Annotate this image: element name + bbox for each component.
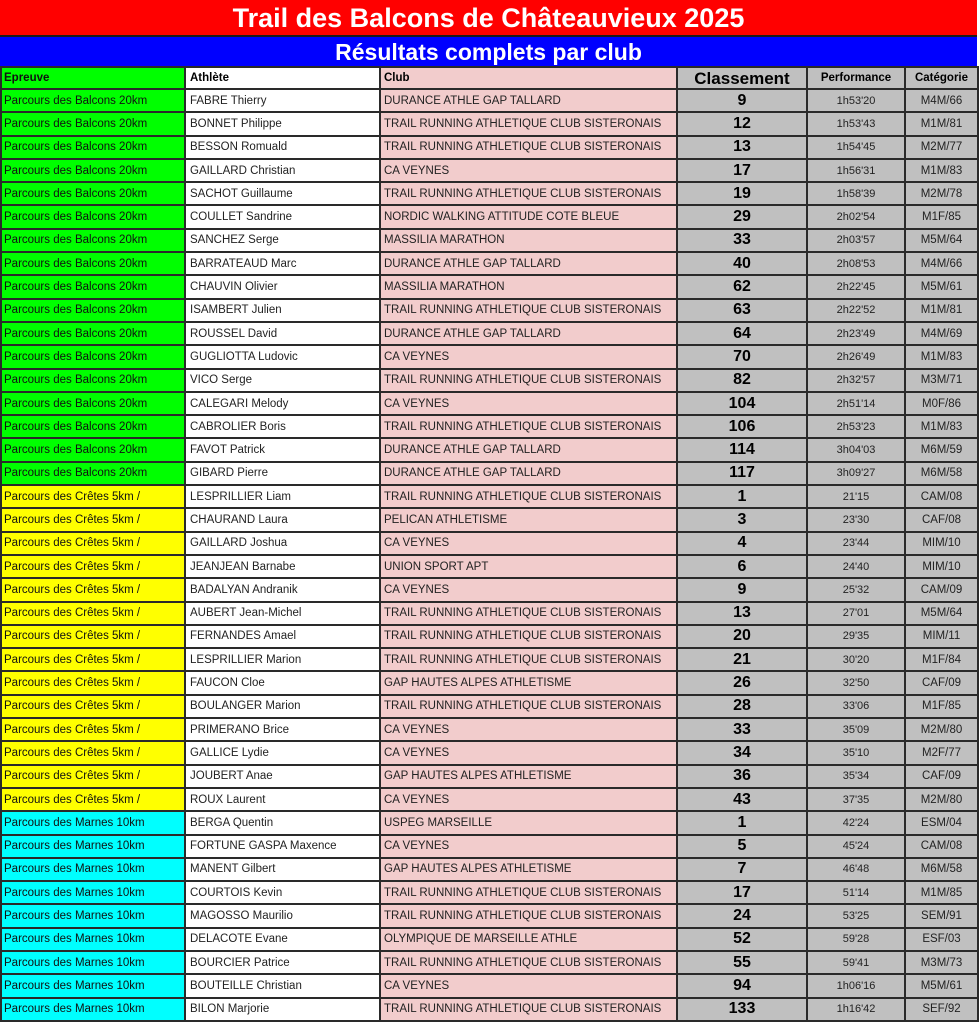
- column-header-epreuve[interactable]: Epreuve: [1, 67, 185, 89]
- cell-club[interactable]: GAP HAUTES ALPES ATHLETISME: [380, 671, 677, 694]
- cell-classement[interactable]: 13: [677, 136, 807, 159]
- cell-performance[interactable]: 37'35: [807, 788, 905, 811]
- cell-performance[interactable]: 2h08'53: [807, 252, 905, 275]
- cell-categorie[interactable]: M2F/77: [905, 741, 978, 764]
- cell-classement[interactable]: 55: [677, 951, 807, 974]
- cell-athlete[interactable]: MAGOSSO Maurilio: [185, 904, 380, 927]
- cell-athlete[interactable]: FORTUNE GASPA Maxence: [185, 835, 380, 858]
- table-row[interactable]: [1, 345, 978, 368]
- cell-performance[interactable]: 1h53'43: [807, 112, 905, 135]
- cell-club[interactable]: TRAIL RUNNING ATHLETIQUE CLUB SISTERONAIS: [380, 602, 677, 625]
- cell-performance[interactable]: 1h53'20: [807, 89, 905, 112]
- cell-classement[interactable]: 3: [677, 508, 807, 531]
- cell-classement[interactable]: 9: [677, 89, 807, 112]
- cell-club[interactable]: TRAIL RUNNING ATHLETIQUE CLUB SISTERONAIS: [380, 881, 677, 904]
- cell-club[interactable]: TRAIL RUNNING ATHLETIQUE CLUB SISTERONAIS: [380, 625, 677, 648]
- cell-classement[interactable]: 9: [677, 578, 807, 601]
- cell-classement[interactable]: 26: [677, 671, 807, 694]
- cell-categorie[interactable]: M1M/81: [905, 112, 978, 135]
- table-row[interactable]: [1, 462, 978, 485]
- cell-categorie[interactable]: CAM/08: [905, 835, 978, 858]
- cell-classement[interactable]: 82: [677, 369, 807, 392]
- cell-classement[interactable]: 7: [677, 858, 807, 881]
- table-row[interactable]: [1, 205, 978, 228]
- cell-club[interactable]: CA VEYNES: [380, 835, 677, 858]
- cell-categorie[interactable]: M5M/64: [905, 229, 978, 252]
- cell-categorie[interactable]: CAF/09: [905, 671, 978, 694]
- cell-epreuve[interactable]: Parcours des Balcons 20km: [1, 275, 185, 298]
- cell-performance[interactable]: 53'25: [807, 904, 905, 927]
- cell-categorie[interactable]: M4M/66: [905, 89, 978, 112]
- cell-epreuve[interactable]: Parcours des Balcons 20km: [1, 89, 185, 112]
- cell-epreuve[interactable]: Parcours des Balcons 20km: [1, 252, 185, 275]
- cell-classement[interactable]: 4: [677, 532, 807, 555]
- table-row[interactable]: [1, 415, 978, 438]
- cell-categorie[interactable]: CAF/08: [905, 508, 978, 531]
- cell-performance[interactable]: 1h54'45: [807, 136, 905, 159]
- cell-categorie[interactable]: M1M/83: [905, 415, 978, 438]
- column-header-categorie[interactable]: Catégorie: [905, 67, 978, 89]
- cell-performance[interactable]: 2h22'52: [807, 299, 905, 322]
- cell-performance[interactable]: 45'24: [807, 835, 905, 858]
- cell-epreuve[interactable]: Parcours des Crêtes 5km /: [1, 602, 185, 625]
- cell-club[interactable]: TRAIL RUNNING ATHLETIQUE CLUB SISTERONAIS: [380, 136, 677, 159]
- cell-club[interactable]: UNION SPORT APT: [380, 555, 677, 578]
- table-row[interactable]: [1, 951, 978, 974]
- cell-epreuve[interactable]: Parcours des Balcons 20km: [1, 415, 185, 438]
- cell-performance[interactable]: 2h02'54: [807, 205, 905, 228]
- table-row[interactable]: [1, 555, 978, 578]
- cell-athlete[interactable]: JOUBERT Anae: [185, 765, 380, 788]
- page-subtitle: Résultats complets par club: [0, 37, 977, 66]
- cell-categorie[interactable]: SEF/92: [905, 998, 978, 1021]
- table-row[interactable]: [1, 625, 978, 648]
- cell-epreuve[interactable]: Parcours des Crêtes 5km /: [1, 648, 185, 671]
- cell-epreuve[interactable]: Parcours des Crêtes 5km /: [1, 555, 185, 578]
- cell-club[interactable]: TRAIL RUNNING ATHLETIQUE CLUB SISTERONAIS: [380, 415, 677, 438]
- cell-epreuve[interactable]: Parcours des Crêtes 5km /: [1, 578, 185, 601]
- cell-categorie[interactable]: CAM/08: [905, 485, 978, 508]
- cell-classement[interactable]: 64: [677, 322, 807, 345]
- cell-categorie[interactable]: M1F/85: [905, 205, 978, 228]
- cell-categorie[interactable]: M3M/71: [905, 369, 978, 392]
- cell-categorie[interactable]: M2M/80: [905, 788, 978, 811]
- cell-epreuve[interactable]: Parcours des Crêtes 5km /: [1, 485, 185, 508]
- cell-categorie[interactable]: M3M/73: [905, 951, 978, 974]
- cell-athlete[interactable]: ROUSSEL David: [185, 322, 380, 345]
- cell-athlete[interactable]: FABRE Thierry: [185, 89, 380, 112]
- cell-performance[interactable]: 1h16'42: [807, 998, 905, 1021]
- cell-club[interactable]: CA VEYNES: [380, 532, 677, 555]
- cell-classement[interactable]: 19: [677, 182, 807, 205]
- cell-classement[interactable]: 1: [677, 485, 807, 508]
- table-row[interactable]: [1, 881, 978, 904]
- cell-club[interactable]: DURANCE ATHLE GAP TALLARD: [380, 89, 677, 112]
- table-row[interactable]: [1, 788, 978, 811]
- table-row[interactable]: [1, 695, 978, 718]
- cell-club[interactable]: CA VEYNES: [380, 345, 677, 368]
- table-row[interactable]: [1, 229, 978, 252]
- cell-categorie[interactable]: MIM/10: [905, 532, 978, 555]
- cell-classement[interactable]: 33: [677, 718, 807, 741]
- cell-classement[interactable]: 17: [677, 159, 807, 182]
- cell-athlete[interactable]: LESPRILLIER Liam: [185, 485, 380, 508]
- cell-athlete[interactable]: CALEGARI Melody: [185, 392, 380, 415]
- cell-epreuve[interactable]: Parcours des Balcons 20km: [1, 438, 185, 461]
- cell-classement[interactable]: 20: [677, 625, 807, 648]
- cell-epreuve[interactable]: Parcours des Balcons 20km: [1, 205, 185, 228]
- cell-performance[interactable]: 59'41: [807, 951, 905, 974]
- cell-categorie[interactable]: M1M/83: [905, 345, 978, 368]
- cell-club[interactable]: TRAIL RUNNING ATHLETIQUE CLUB SISTERONAIS: [380, 998, 677, 1021]
- table-row[interactable]: [1, 508, 978, 531]
- cell-athlete[interactable]: BESSON Romuald: [185, 136, 380, 159]
- cell-epreuve[interactable]: Parcours des Balcons 20km: [1, 392, 185, 415]
- cell-classement[interactable]: 28: [677, 695, 807, 718]
- cell-categorie[interactable]: MIM/10: [905, 555, 978, 578]
- cell-athlete[interactable]: GAILLARD Christian: [185, 159, 380, 182]
- cell-athlete[interactable]: BADALYAN Andranik: [185, 578, 380, 601]
- cell-classement[interactable]: 133: [677, 998, 807, 1021]
- cell-club[interactable]: DURANCE ATHLE GAP TALLARD: [380, 462, 677, 485]
- cell-performance[interactable]: 1h58'39: [807, 182, 905, 205]
- cell-classement[interactable]: 29: [677, 205, 807, 228]
- cell-classement[interactable]: 17: [677, 881, 807, 904]
- cell-epreuve[interactable]: Parcours des Crêtes 5km /: [1, 625, 185, 648]
- cell-club[interactable]: TRAIL RUNNING ATHLETIQUE CLUB SISTERONAIS: [380, 369, 677, 392]
- cell-performance[interactable]: 35'09: [807, 718, 905, 741]
- cell-club[interactable]: TRAIL RUNNING ATHLETIQUE CLUB SISTERONAIS: [380, 485, 677, 508]
- cell-classement[interactable]: 106: [677, 415, 807, 438]
- column-header-classement[interactable]: Classement: [677, 67, 807, 89]
- cell-performance[interactable]: 35'34: [807, 765, 905, 788]
- cell-performance[interactable]: 23'30: [807, 508, 905, 531]
- cell-classement[interactable]: 6: [677, 555, 807, 578]
- cell-epreuve[interactable]: Parcours des Crêtes 5km /: [1, 718, 185, 741]
- cell-categorie[interactable]: M4M/66: [905, 252, 978, 275]
- cell-performance[interactable]: 2h32'57: [807, 369, 905, 392]
- cell-performance[interactable]: 1h56'31: [807, 159, 905, 182]
- cell-epreuve[interactable]: Parcours des Balcons 20km: [1, 345, 185, 368]
- cell-categorie[interactable]: M2M/77: [905, 136, 978, 159]
- cell-club[interactable]: CA VEYNES: [380, 974, 677, 997]
- cell-categorie[interactable]: SEM/91: [905, 904, 978, 927]
- cell-performance[interactable]: 35'10: [807, 741, 905, 764]
- cell-athlete[interactable]: PRIMERANO Brice: [185, 718, 380, 741]
- table-row[interactable]: [1, 671, 978, 694]
- cell-classement[interactable]: 104: [677, 392, 807, 415]
- cell-athlete[interactable]: ISAMBERT Julien: [185, 299, 380, 322]
- cell-categorie[interactable]: M6M/58: [905, 858, 978, 881]
- cell-epreuve[interactable]: Parcours des Marnes 10km: [1, 974, 185, 997]
- table-row[interactable]: [1, 602, 978, 625]
- table-row[interactable]: [1, 928, 978, 951]
- cell-epreuve[interactable]: Parcours des Crêtes 5km /: [1, 671, 185, 694]
- cell-athlete[interactable]: JEANJEAN Barnabe: [185, 555, 380, 578]
- cell-performance[interactable]: 24'40: [807, 555, 905, 578]
- cell-classement[interactable]: 21: [677, 648, 807, 671]
- cell-epreuve[interactable]: Parcours des Balcons 20km: [1, 322, 185, 345]
- cell-performance[interactable]: 23'44: [807, 532, 905, 555]
- cell-club[interactable]: DURANCE ATHLE GAP TALLARD: [380, 322, 677, 345]
- cell-classement[interactable]: 52: [677, 928, 807, 951]
- cell-club[interactable]: CA VEYNES: [380, 159, 677, 182]
- table-row[interactable]: [1, 858, 978, 881]
- cell-athlete[interactable]: CHAUVIN Olivier: [185, 275, 380, 298]
- cell-athlete[interactable]: GAILLARD Joshua: [185, 532, 380, 555]
- cell-epreuve[interactable]: Parcours des Balcons 20km: [1, 159, 185, 182]
- table-row[interactable]: [1, 182, 978, 205]
- cell-athlete[interactable]: GALLICE Lydie: [185, 741, 380, 764]
- table-row[interactable]: [1, 765, 978, 788]
- cell-epreuve[interactable]: Parcours des Marnes 10km: [1, 811, 185, 834]
- cell-athlete[interactable]: BOULANGER Marion: [185, 695, 380, 718]
- cell-club[interactable]: DURANCE ATHLE GAP TALLARD: [380, 438, 677, 461]
- cell-athlete[interactable]: FAUCON Cloe: [185, 671, 380, 694]
- cell-club[interactable]: TRAIL RUNNING ATHLETIQUE CLUB SISTERONAIS: [380, 695, 677, 718]
- cell-categorie[interactable]: CAF/09: [905, 765, 978, 788]
- cell-categorie[interactable]: M1M/85: [905, 881, 978, 904]
- cell-athlete[interactable]: BARRATEAUD Marc: [185, 252, 380, 275]
- cell-performance[interactable]: 2h03'57: [807, 229, 905, 252]
- cell-club[interactable]: TRAIL RUNNING ATHLETIQUE CLUB SISTERONAIS: [380, 182, 677, 205]
- cell-club[interactable]: USPEG MARSEILLE: [380, 811, 677, 834]
- cell-classement[interactable]: 114: [677, 438, 807, 461]
- cell-club[interactable]: CA VEYNES: [380, 788, 677, 811]
- cell-classement[interactable]: 34: [677, 741, 807, 764]
- cell-club[interactable]: GAP HAUTES ALPES ATHLETISME: [380, 858, 677, 881]
- cell-epreuve[interactable]: Parcours des Marnes 10km: [1, 928, 185, 951]
- cell-categorie[interactable]: M6M/58: [905, 462, 978, 485]
- cell-categorie[interactable]: M4M/69: [905, 322, 978, 345]
- cell-classement[interactable]: 1: [677, 811, 807, 834]
- cell-categorie[interactable]: ESM/04: [905, 811, 978, 834]
- cell-club[interactable]: OLYMPIQUE DE MARSEILLE ATHLE: [380, 928, 677, 951]
- table-row[interactable]: [1, 369, 978, 392]
- cell-classement[interactable]: 24: [677, 904, 807, 927]
- cell-categorie[interactable]: M1M/81: [905, 299, 978, 322]
- cell-club[interactable]: TRAIL RUNNING ATHLETIQUE CLUB SISTERONAIS: [380, 299, 677, 322]
- cell-performance[interactable]: 46'48: [807, 858, 905, 881]
- cell-athlete[interactable]: FERNANDES Amael: [185, 625, 380, 648]
- cell-athlete[interactable]: BONNET Philippe: [185, 112, 380, 135]
- page-title: Trail des Balcons de Châteauvieux 2025: [0, 0, 977, 37]
- table-row[interactable]: [1, 392, 978, 415]
- cell-categorie[interactable]: M5M/64: [905, 602, 978, 625]
- cell-athlete[interactable]: COURTOIS Kevin: [185, 881, 380, 904]
- cell-categorie[interactable]: M2M/80: [905, 718, 978, 741]
- cell-club[interactable]: TRAIL RUNNING ATHLETIQUE CLUB SISTERONAIS: [380, 904, 677, 927]
- cell-categorie[interactable]: M0F/86: [905, 392, 978, 415]
- cell-categorie[interactable]: M2M/78: [905, 182, 978, 205]
- cell-athlete[interactable]: COULLET Sandrine: [185, 205, 380, 228]
- cell-performance[interactable]: 30'20: [807, 648, 905, 671]
- cell-epreuve[interactable]: Parcours des Marnes 10km: [1, 904, 185, 927]
- cell-performance[interactable]: 27'01: [807, 602, 905, 625]
- cell-classement[interactable]: 94: [677, 974, 807, 997]
- table-row[interactable]: [1, 89, 978, 112]
- table-row[interactable]: [1, 532, 978, 555]
- table-row[interactable]: [1, 252, 978, 275]
- cell-epreuve[interactable]: Parcours des Marnes 10km: [1, 835, 185, 858]
- cell-club[interactable]: CA VEYNES: [380, 718, 677, 741]
- cell-performance[interactable]: 3h04'03: [807, 438, 905, 461]
- cell-club[interactable]: TRAIL RUNNING ATHLETIQUE CLUB SISTERONAIS: [380, 951, 677, 974]
- cell-athlete[interactable]: ROUX Laurent: [185, 788, 380, 811]
- cell-performance[interactable]: 25'32: [807, 578, 905, 601]
- cell-epreuve[interactable]: Parcours des Marnes 10km: [1, 881, 185, 904]
- cell-performance[interactable]: 3h09'27: [807, 462, 905, 485]
- table-row[interactable]: [1, 974, 978, 997]
- cell-epreuve[interactable]: Parcours des Marnes 10km: [1, 998, 185, 1021]
- cell-athlete[interactable]: SACHOT Guillaume: [185, 182, 380, 205]
- cell-athlete[interactable]: GUGLIOTTA Ludovic: [185, 345, 380, 368]
- cell-epreuve[interactable]: Parcours des Balcons 20km: [1, 299, 185, 322]
- cell-epreuve[interactable]: Parcours des Balcons 20km: [1, 229, 185, 252]
- cell-epreuve[interactable]: Parcours des Balcons 20km: [1, 462, 185, 485]
- table-row[interactable]: [1, 299, 978, 322]
- cell-athlete[interactable]: BERGA Quentin: [185, 811, 380, 834]
- column-header-performance[interactable]: Performance: [807, 67, 905, 89]
- cell-classement[interactable]: 62: [677, 275, 807, 298]
- cell-epreuve[interactable]: Parcours des Crêtes 5km /: [1, 508, 185, 531]
- cell-epreuve[interactable]: Parcours des Crêtes 5km /: [1, 532, 185, 555]
- column-header-club[interactable]: Club: [380, 67, 677, 89]
- cell-categorie[interactable]: M6M/59: [905, 438, 978, 461]
- table-row[interactable]: [1, 741, 978, 764]
- cell-performance[interactable]: 33'06: [807, 695, 905, 718]
- cell-athlete[interactable]: VICO Serge: [185, 369, 380, 392]
- cell-epreuve[interactable]: Parcours des Balcons 20km: [1, 112, 185, 135]
- table-row[interactable]: [1, 904, 978, 927]
- cell-epreuve[interactable]: Parcours des Balcons 20km: [1, 369, 185, 392]
- cell-athlete[interactable]: DELACOTE Evane: [185, 928, 380, 951]
- table-row[interactable]: [1, 485, 978, 508]
- table-row[interactable]: [1, 811, 978, 834]
- cell-categorie[interactable]: ESF/03: [905, 928, 978, 951]
- cell-athlete[interactable]: LESPRILLIER Marion: [185, 648, 380, 671]
- cell-classement[interactable]: 13: [677, 602, 807, 625]
- cell-classement[interactable]: 70: [677, 345, 807, 368]
- column-header-athlete[interactable]: Athlète: [185, 67, 380, 89]
- cell-epreuve[interactable]: Parcours des Balcons 20km: [1, 136, 185, 159]
- table-row[interactable]: [1, 578, 978, 601]
- table-row[interactable]: [1, 322, 978, 345]
- cell-categorie[interactable]: MIM/11: [905, 625, 978, 648]
- cell-classement[interactable]: 5: [677, 835, 807, 858]
- cell-club[interactable]: DURANCE ATHLE GAP TALLARD: [380, 252, 677, 275]
- cell-athlete[interactable]: AUBERT Jean-Michel: [185, 602, 380, 625]
- cell-club[interactable]: PELICAN ATHLETISME: [380, 508, 677, 531]
- cell-epreuve[interactable]: Parcours des Balcons 20km: [1, 182, 185, 205]
- cell-performance[interactable]: 29'35: [807, 625, 905, 648]
- table-row[interactable]: [1, 275, 978, 298]
- cell-performance[interactable]: 1h06'16: [807, 974, 905, 997]
- cell-performance[interactable]: 51'14: [807, 881, 905, 904]
- cell-categorie[interactable]: M1F/85: [905, 695, 978, 718]
- cell-epreuve[interactable]: Parcours des Crêtes 5km /: [1, 765, 185, 788]
- table-row[interactable]: [1, 648, 978, 671]
- cell-classement[interactable]: 40: [677, 252, 807, 275]
- cell-athlete[interactable]: CABROLIER Boris: [185, 415, 380, 438]
- cell-club[interactable]: CA VEYNES: [380, 741, 677, 764]
- table-row[interactable]: [1, 112, 978, 135]
- cell-performance[interactable]: 2h26'49: [807, 345, 905, 368]
- cell-performance[interactable]: 21'15: [807, 485, 905, 508]
- cell-athlete[interactable]: GIBARD Pierre: [185, 462, 380, 485]
- cell-performance[interactable]: 59'28: [807, 928, 905, 951]
- cell-athlete[interactable]: FAVOT Patrick: [185, 438, 380, 461]
- table-row[interactable]: [1, 159, 978, 182]
- cell-performance[interactable]: 2h23'49: [807, 322, 905, 345]
- cell-athlete[interactable]: SANCHEZ Serge: [185, 229, 380, 252]
- cell-classement[interactable]: 33: [677, 229, 807, 252]
- cell-performance[interactable]: 2h22'45: [807, 275, 905, 298]
- cell-categorie[interactable]: CAM/09: [905, 578, 978, 601]
- cell-club[interactable]: GAP HAUTES ALPES ATHLETISME: [380, 765, 677, 788]
- cell-club[interactable]: NORDIC WALKING ATTITUDE COTE BLEUE: [380, 205, 677, 228]
- cell-epreuve[interactable]: Parcours des Marnes 10km: [1, 951, 185, 974]
- cell-epreuve[interactable]: Parcours des Crêtes 5km /: [1, 788, 185, 811]
- cell-classement[interactable]: 36: [677, 765, 807, 788]
- cell-epreuve[interactable]: Parcours des Crêtes 5km /: [1, 741, 185, 764]
- cell-classement[interactable]: 63: [677, 299, 807, 322]
- cell-athlete[interactable]: BOURCIER Patrice: [185, 951, 380, 974]
- cell-classement[interactable]: 117: [677, 462, 807, 485]
- table-row[interactable]: [1, 136, 978, 159]
- cell-performance[interactable]: 2h53'23: [807, 415, 905, 438]
- cell-performance[interactable]: 42'24: [807, 811, 905, 834]
- table-row[interactable]: [1, 998, 978, 1021]
- cell-classement[interactable]: 43: [677, 788, 807, 811]
- cell-club[interactable]: CA VEYNES: [380, 578, 677, 601]
- cell-athlete[interactable]: BOUTEILLE Christian: [185, 974, 380, 997]
- cell-categorie[interactable]: M5M/61: [905, 275, 978, 298]
- cell-athlete[interactable]: CHAURAND Laura: [185, 508, 380, 531]
- results-table: [0, 66, 979, 1022]
- table-header-row: [1, 67, 978, 89]
- cell-club[interactable]: MASSILIA MARATHON: [380, 229, 677, 252]
- cell-categorie[interactable]: M1F/84: [905, 648, 978, 671]
- cell-club[interactable]: MASSILIA MARATHON: [380, 275, 677, 298]
- cell-club[interactable]: TRAIL RUNNING ATHLETIQUE CLUB SISTERONAIS: [380, 648, 677, 671]
- cell-epreuve[interactable]: Parcours des Marnes 10km: [1, 858, 185, 881]
- table-row[interactable]: [1, 718, 978, 741]
- cell-classement[interactable]: 12: [677, 112, 807, 135]
- cell-club[interactable]: CA VEYNES: [380, 392, 677, 415]
- cell-performance[interactable]: 32'50: [807, 671, 905, 694]
- cell-athlete[interactable]: MANENT Gilbert: [185, 858, 380, 881]
- cell-club[interactable]: TRAIL RUNNING ATHLETIQUE CLUB SISTERONAIS: [380, 112, 677, 135]
- table-row[interactable]: [1, 438, 978, 461]
- cell-athlete[interactable]: BILON Marjorie: [185, 998, 380, 1021]
- cell-categorie[interactable]: M1M/83: [905, 159, 978, 182]
- cell-performance[interactable]: 2h51'14: [807, 392, 905, 415]
- cell-epreuve[interactable]: Parcours des Crêtes 5km /: [1, 695, 185, 718]
- table-row[interactable]: [1, 835, 978, 858]
- cell-categorie[interactable]: M5M/61: [905, 974, 978, 997]
